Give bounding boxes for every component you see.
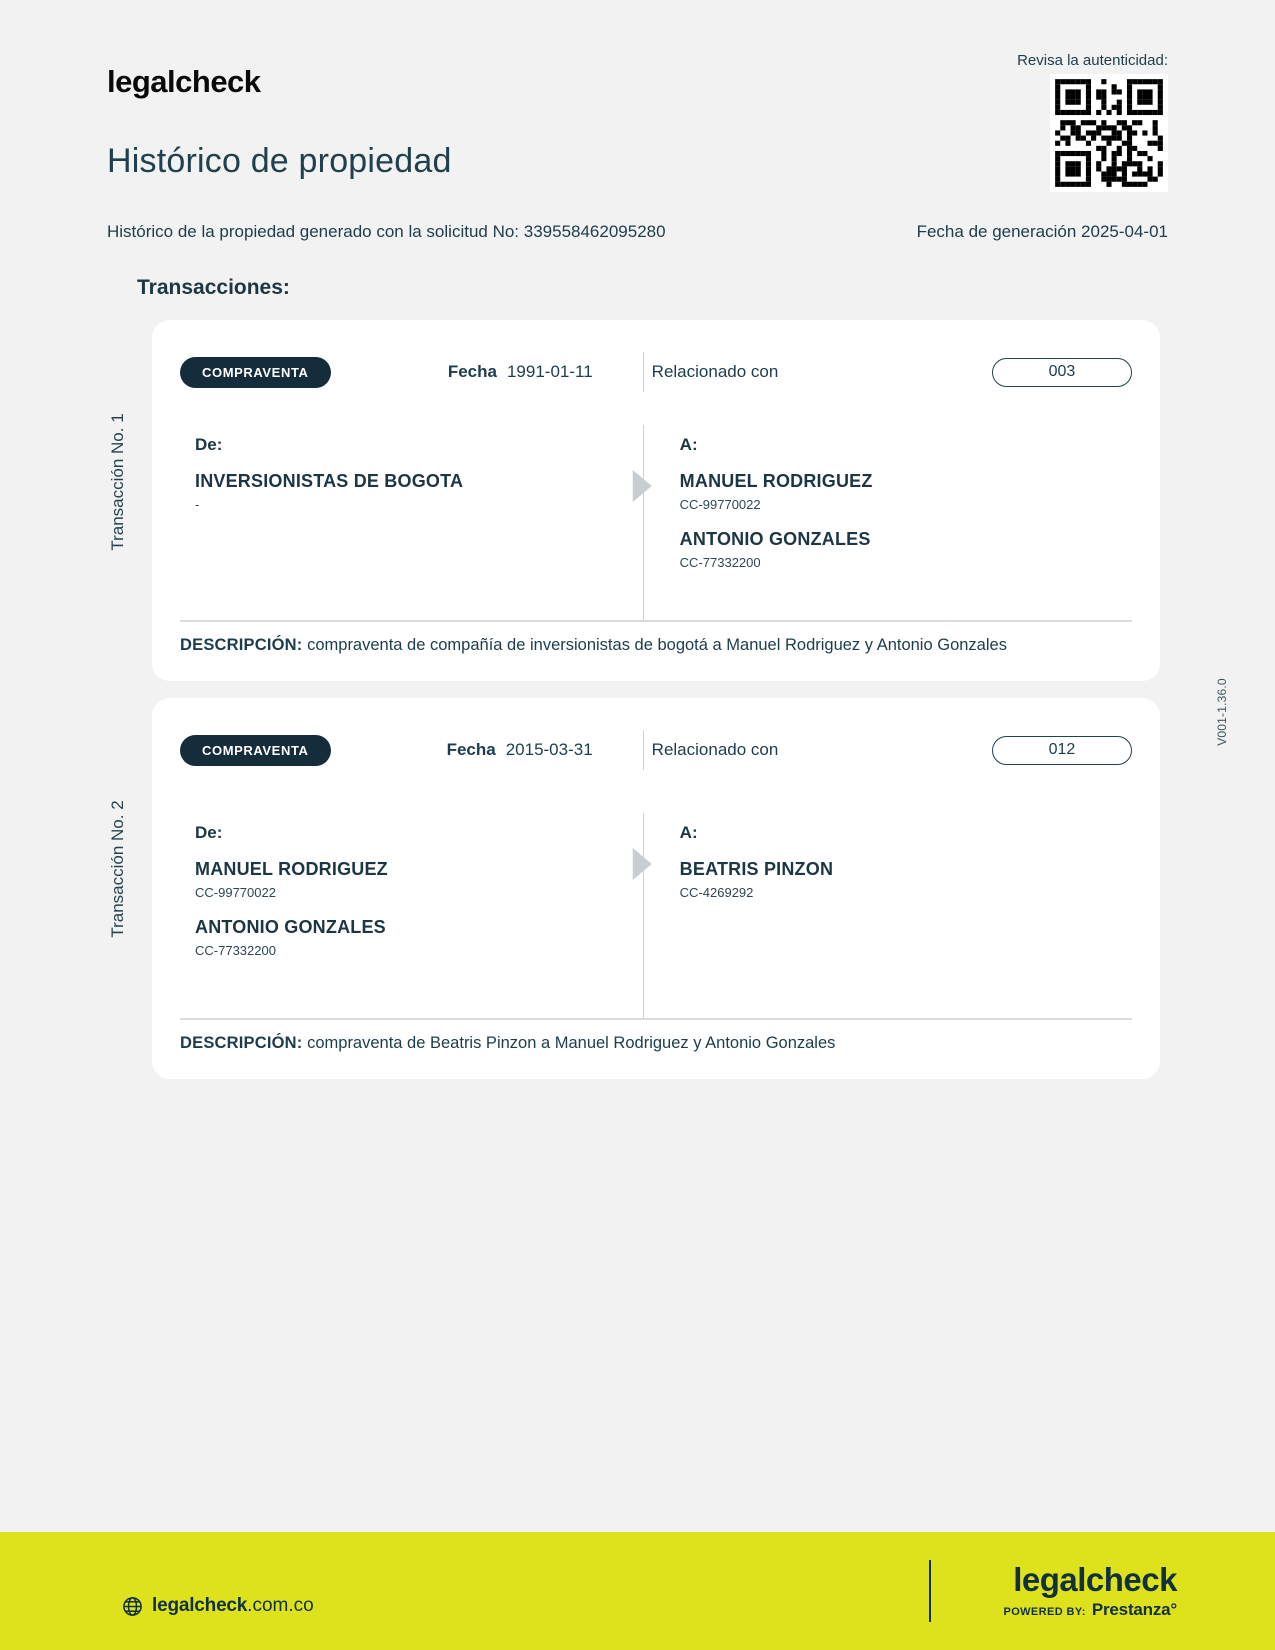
prestanza-logo: Prestanza° <box>1091 1600 1177 1620</box>
qr-code-icon <box>1050 74 1168 192</box>
transaction-row-1 <box>108 320 1160 681</box>
page-header <box>0 0 1275 192</box>
transaction-side-label-1: Transacción No. 1 <box>108 413 127 552</box>
party-name: ANTONIO GONZALES <box>195 917 386 937</box>
related-number-pill: 012 <box>992 736 1132 765</box>
footer-website <box>122 1595 314 1617</box>
fecha-label: Fecha <box>446 740 496 759</box>
authenticity-block <box>1017 52 1168 192</box>
version-label: V001-1.36.0 <box>1215 678 1229 746</box>
party-id: CC-99770022 <box>679 497 761 512</box>
subtitle-row <box>0 222 1275 242</box>
transfer-arrow-icon <box>632 848 651 880</box>
party-from <box>195 859 643 900</box>
powered-by-label: POWERED BY: <box>1003 1606 1086 1619</box>
party-id: CC-77332200 <box>195 943 276 958</box>
footer-legalcheck-logo: legalcheck <box>1013 1560 1177 1598</box>
page-footer <box>0 1532 1275 1650</box>
fecha-value: 2015-03-31 <box>505 740 593 759</box>
related-label: Relacionado con <box>651 740 779 759</box>
section-heading: Transacciones: <box>137 276 290 299</box>
globe-icon <box>122 1596 143 1617</box>
from-label: De: <box>195 823 223 842</box>
related-label: Relacionado con <box>651 362 779 381</box>
party-name: BEATRIS PINZON <box>679 859 834 879</box>
transaction-card-2 <box>152 698 1160 1079</box>
card-divider <box>180 1018 1132 1020</box>
page-title: Histórico de propiedad <box>107 142 452 180</box>
transaction-description <box>180 1034 1132 1061</box>
footer-brand-block <box>929 1560 1177 1622</box>
transaction-card-1 <box>152 320 1160 681</box>
party-to <box>680 471 1132 512</box>
to-label: A: <box>679 823 698 842</box>
party-to <box>680 529 1132 570</box>
party-name: MANUEL RODRIGUEZ <box>679 471 873 491</box>
party-from <box>195 471 643 512</box>
transaction-type-badge: COMPRAVENTA <box>180 357 331 388</box>
to-label: A: <box>679 435 698 454</box>
transaction-row-2 <box>108 698 1160 1079</box>
party-name: ANTONIO GONZALES <box>679 529 871 549</box>
transaction-side-label-2: Transacción No. 2 <box>108 800 127 939</box>
party-name: INVERSIONISTAS DE BOGOTA <box>195 471 464 491</box>
generation-date: Fecha de generación 2025-04-01 <box>916 222 1168 241</box>
request-number-line: Histórico de la propiedad generado con la solicitud No: 339558462095280 <box>107 222 666 241</box>
site-name-bold: legalcheck <box>152 1595 248 1616</box>
description-label: DESCRIPCIÓN: <box>180 1034 303 1052</box>
transaction-description <box>180 636 1132 663</box>
party-id: - <box>195 497 200 512</box>
fecha-field <box>448 362 593 382</box>
party-to <box>680 859 1132 900</box>
qr-label: Revisa la autenticidad: <box>1017 52 1168 69</box>
party-id: CC-77332200 <box>679 555 761 570</box>
description-text: compraventa de Beatris Pinzon a Manuel Rodriguez y Antonio Gonzales <box>307 1034 836 1052</box>
party-id: CC-99770022 <box>195 885 276 900</box>
transfer-arrow-icon <box>632 470 651 502</box>
legalcheck-logo: legalcheck <box>107 64 261 99</box>
party-id: CC-4269292 <box>679 885 754 900</box>
description-label: DESCRIPCIÓN: <box>180 636 303 654</box>
party-from <box>195 917 643 958</box>
fecha-field <box>447 740 593 760</box>
site-name-rest: .com.co <box>247 1595 314 1616</box>
card-divider <box>180 620 1132 622</box>
related-number-pill: 003 <box>992 358 1132 387</box>
description-text: compraventa de compañía de inversionistas de bogotá a Manuel Rodriguez y Antonio Gonzales <box>307 636 1007 654</box>
fecha-value: 1991-01-11 <box>506 362 593 381</box>
fecha-label: Fecha <box>447 362 497 381</box>
from-label: De: <box>195 435 223 454</box>
transaction-type-badge: COMPRAVENTA <box>180 735 331 766</box>
footer-divider <box>929 1560 931 1622</box>
party-name: MANUEL RODRIGUEZ <box>195 859 388 879</box>
